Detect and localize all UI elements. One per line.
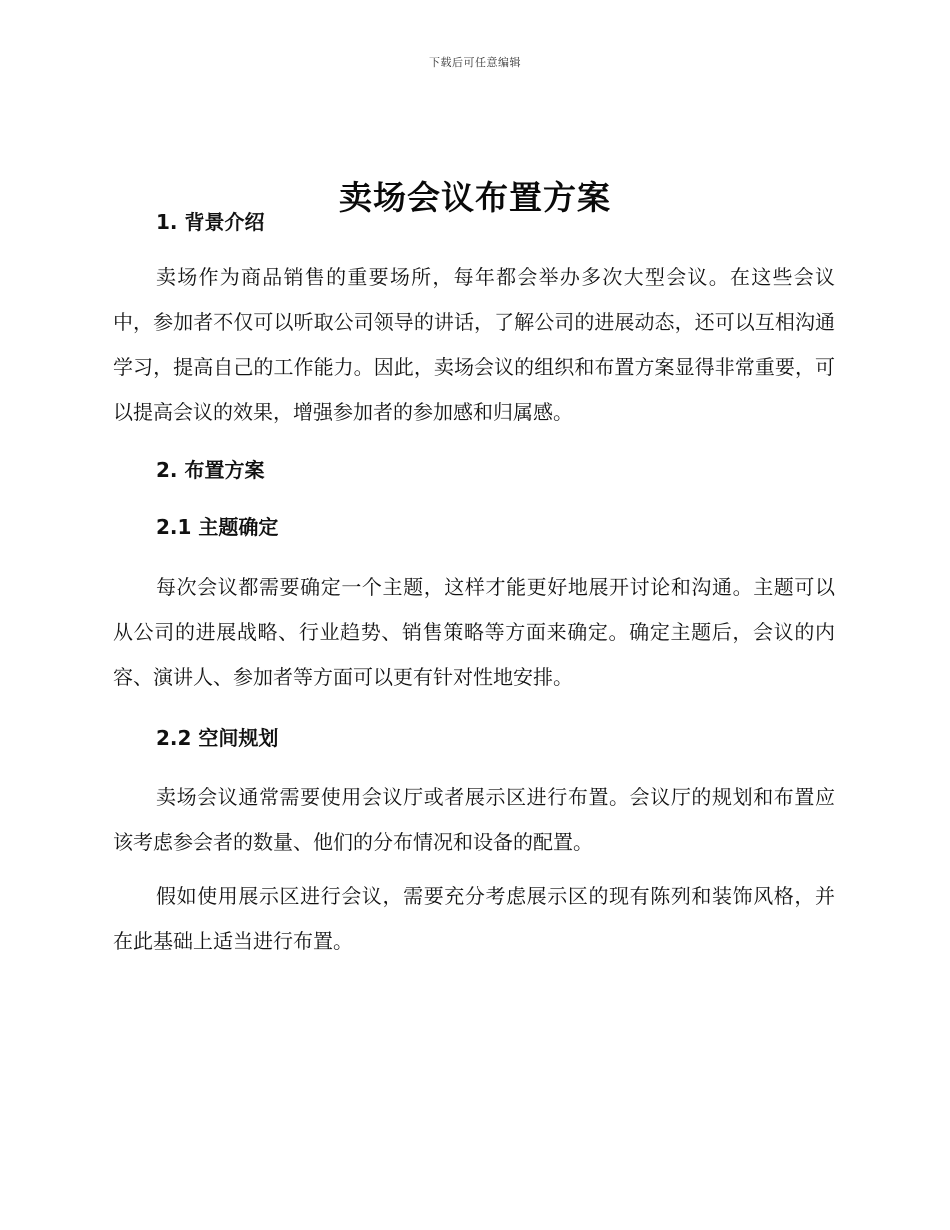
section-heading-background: 1. 背景介绍 — [156, 210, 265, 234]
paragraph-space-planning-1: 卖场会议通常需要使用会议厅或者展示区进行布置。会议厅的规划和布置应该考虑参会者的数量、他们的分布情况和设备的配置。 — [113, 785, 835, 854]
paragraph-space-planning-2: 假如使用展示区进行会议，需要充分考虑展示区的现有陈列和装饰风格，并在此基础上适当进行布置。 — [113, 884, 835, 953]
paragraph-theme: 每次会议都需要确定一个主题，这样才能更好地展开讨论和沟通。主题可以从公司的进展战略、行业趋势、销售策略等方面来确定。确定主题后，会议的内容、演讲人、参加者等方面可以更有针对性地安排。 — [113, 575, 835, 689]
subsection-heading-space-planning: 2.2 空间规划 — [156, 726, 279, 750]
header-note: 下载后可任意编辑 — [429, 56, 521, 69]
paragraph-background: 卖场作为商品销售的重要场所，每年都会举办多次大型会议。在这些会议中，参加者不仅可以听取公司领导的讲话，了解公司的进展动态，还可以互相沟通学习，提高自己的工作能力。因此，卖场会议的组织和布置方案显得非常重要，可以提高会议的效果，增强参加者的参加感和归属感。 — [113, 265, 835, 424]
document-title: 卖场会议布置方案 — [339, 178, 611, 218]
document-body — [113, 200, 835, 964]
section-heading-layout-plan: 2. 布置方案 — [156, 458, 265, 482]
subsection-heading-theme: 2.1 主题确定 — [156, 515, 279, 539]
